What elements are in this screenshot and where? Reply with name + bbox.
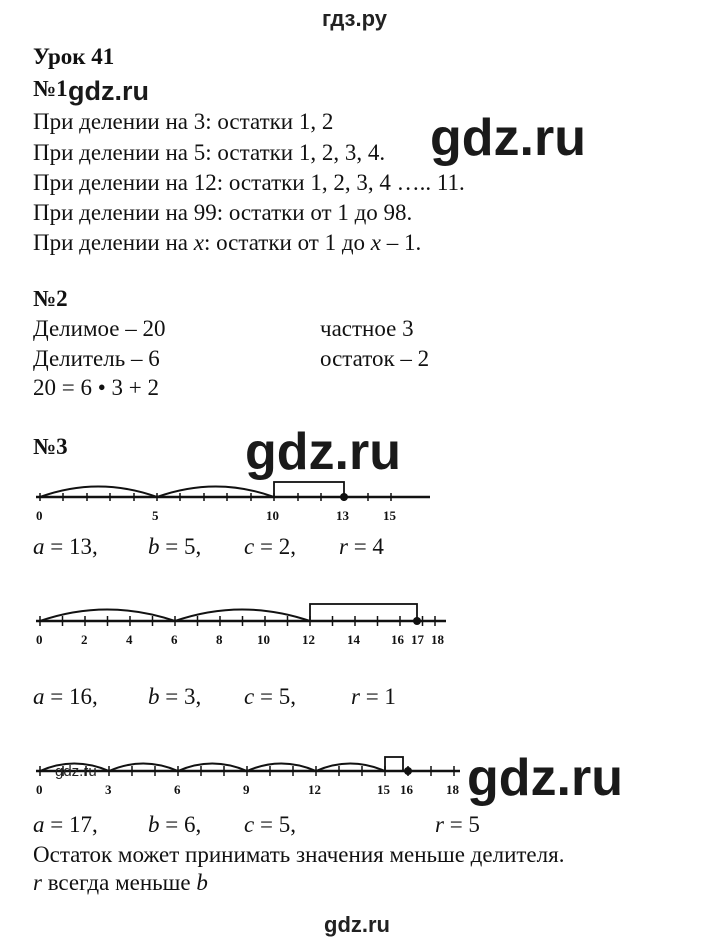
tick-label: 2 [81, 632, 88, 647]
tick-label: 14 [347, 632, 360, 647]
task2-divisor: Делитель – 6 [33, 346, 160, 371]
task1-line5-prefix: При делении на [33, 230, 194, 255]
remainder-box [385, 757, 403, 771]
tick-label: 15 [377, 782, 390, 797]
tick-label: 8 [216, 632, 223, 647]
tick-label: 0 [36, 632, 43, 647]
end-point [413, 617, 421, 625]
remainder-box [310, 604, 417, 621]
task3-conclusion-2 [33, 868, 208, 898]
tick-label: 9 [243, 782, 250, 797]
task1-line: При делении на 3: остатки 1, 2 [33, 109, 334, 134]
variable-b: b [196, 870, 208, 895]
number-line-2 [28, 592, 453, 652]
variable-a: a [33, 534, 45, 559]
tick-label: 13 [336, 508, 349, 523]
variable-b: b [148, 684, 160, 709]
task3-number: №3 [33, 434, 68, 459]
variable-r: r [339, 534, 348, 559]
arc-jump [40, 487, 157, 498]
tick-label: 6 [174, 782, 181, 797]
tick-label: 6 [171, 632, 178, 647]
tick-label: 16 [400, 782, 413, 797]
value: = 13, [44, 534, 98, 559]
value: = 4 [347, 534, 384, 559]
variable-r: r [33, 870, 42, 895]
task1-line: При делении на 5: остатки 1, 2, 3, 4. [33, 140, 386, 165]
tick-label: 15 [383, 508, 396, 523]
watermark-large: gdz.ru [245, 423, 401, 481]
watermark-large: gdz.ru [430, 109, 586, 167]
tick-label: 4 [126, 632, 133, 647]
end-point [340, 493, 348, 501]
variable-x: x [193, 230, 204, 255]
variable-x: x [370, 230, 382, 255]
variable-r: r [435, 812, 444, 837]
task1-line: При делении на 12: остатки 1, 2, 3, 4 ….. 11. [33, 170, 465, 195]
value: = 2, [254, 534, 296, 559]
variable-b: b [148, 534, 160, 559]
task1-line5-mid: : остатки от 1 до [203, 230, 371, 255]
variable-c: c [244, 684, 255, 709]
tick-label: 18 [431, 632, 444, 647]
task1-line5-suffix: – 1. [381, 230, 422, 255]
remainder-box [274, 482, 344, 497]
task2-dividend: Делимое – 20 [33, 316, 166, 341]
task2-quotient: частное 3 [320, 316, 414, 341]
task2-remainder: остаток – 2 [320, 346, 430, 371]
site-header: гдз.ру [322, 6, 387, 31]
task1-number: №1 [33, 76, 68, 101]
tick-label: 10 [257, 632, 270, 647]
task3-conclusion: Остаток может принимать значения меньше делителя. [33, 842, 565, 867]
value: = 5 [443, 812, 480, 837]
task1-line [33, 228, 421, 258]
end-point [404, 767, 412, 775]
value: = 5, [159, 534, 202, 559]
tick-label: 3 [105, 782, 112, 797]
value: = 17, [44, 812, 98, 837]
tick-label: 12 [302, 632, 315, 647]
value: = 6, [159, 812, 202, 837]
value: = 3, [159, 684, 202, 709]
task1-line: При делении на 99: остатки от 1 до 98. [33, 200, 413, 225]
value: = 5, [254, 812, 296, 837]
tick-label: 12 [308, 782, 321, 797]
tick-label: 0 [36, 508, 43, 523]
value: = 5, [254, 684, 296, 709]
value: = 16, [44, 684, 98, 709]
conclusion-mid: всегда меньше [41, 870, 197, 895]
value: = 1 [359, 684, 396, 709]
watermark-small: gdz.ru [68, 76, 149, 106]
variable-c: c [244, 812, 255, 837]
tick-label: 18 [446, 782, 459, 797]
variable-r: r [351, 684, 360, 709]
lesson-title: Урок 41 [33, 44, 115, 69]
footer-watermark: gdz.ru [324, 912, 390, 937]
tick-label: 5 [152, 508, 159, 523]
task2-equation: 20 = 6 • 3 + 2 [33, 375, 159, 400]
task2-number: №2 [33, 286, 68, 311]
arc-jump [157, 487, 274, 498]
tick-label: 16 [391, 632, 404, 647]
tick-label: 17 [411, 632, 424, 647]
variable-c: c [244, 534, 255, 559]
tick-label: 10 [266, 508, 279, 523]
variable-a: a [33, 684, 45, 709]
watermark-large: gdz.ru [467, 749, 623, 807]
number-line-1 [28, 468, 438, 528]
variable-a: a [33, 812, 45, 837]
watermark-small: gdz.ru [55, 763, 97, 780]
variable-b: b [148, 812, 160, 837]
tick-label: 0 [36, 782, 43, 797]
